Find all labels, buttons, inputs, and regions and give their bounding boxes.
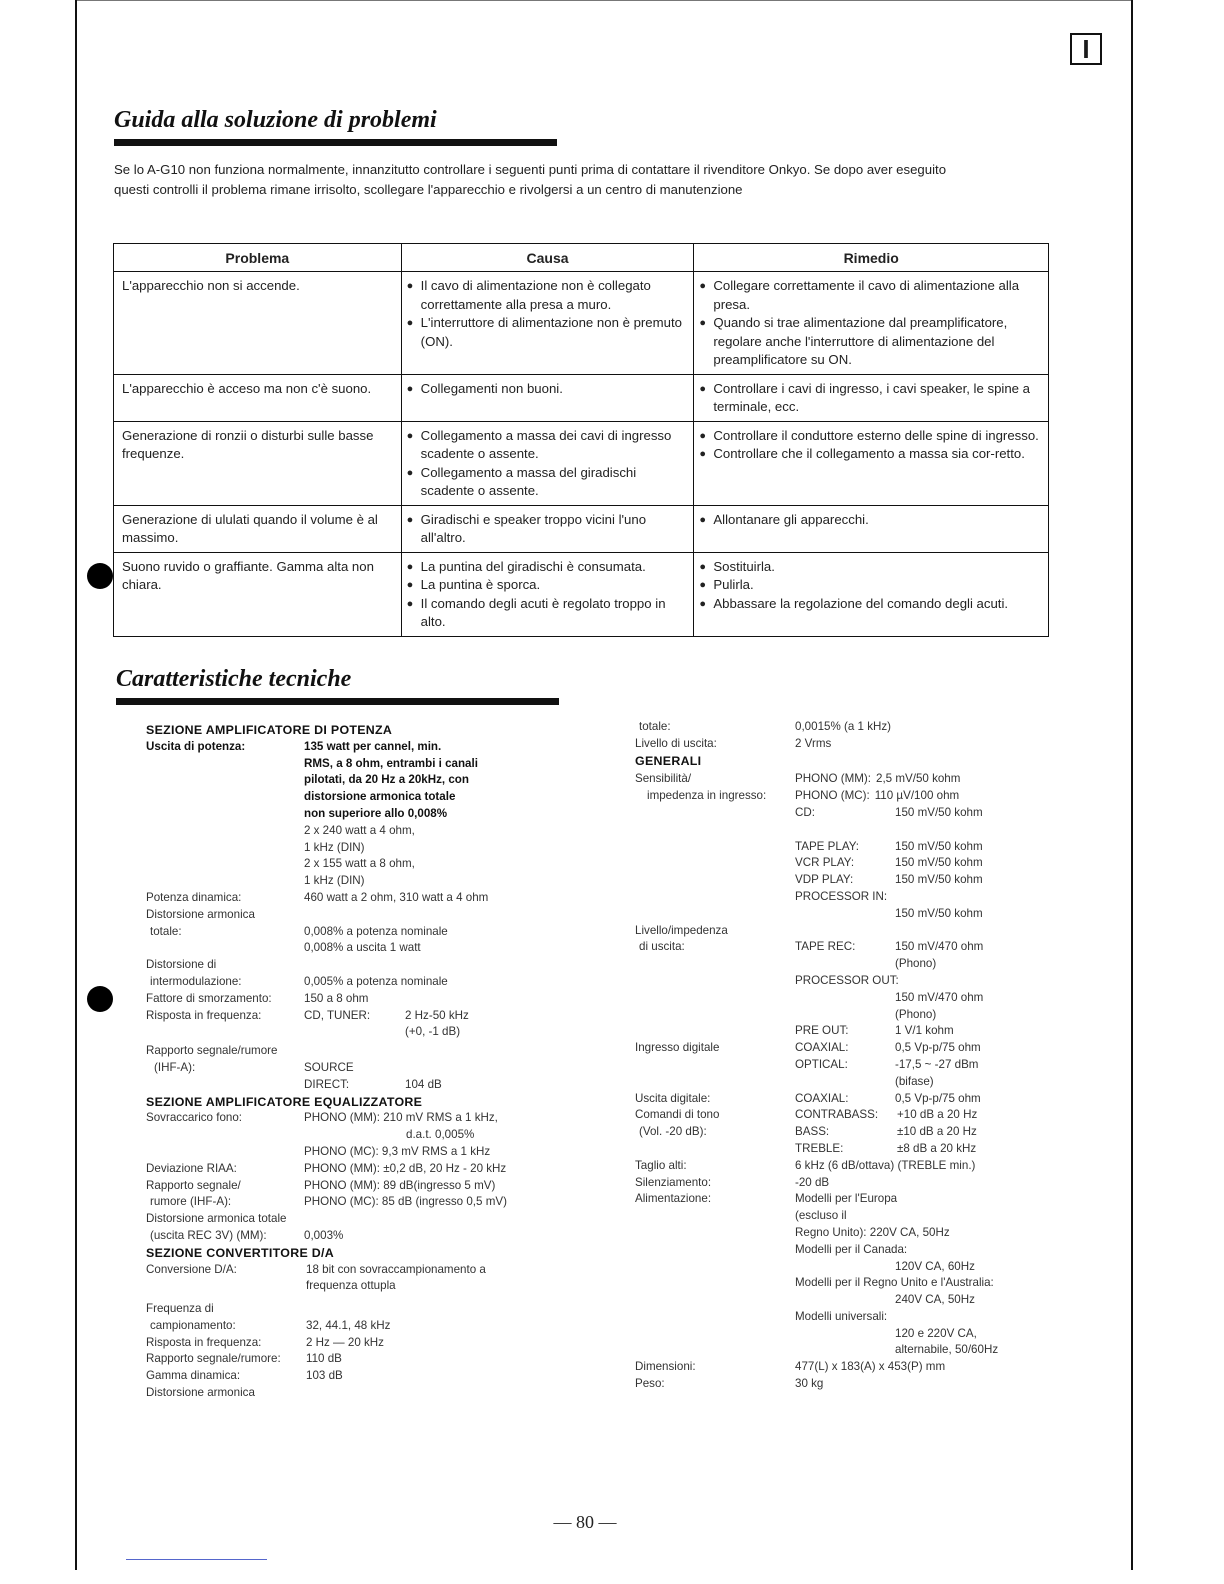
spec-row [146,1127,586,1144]
spec-value: 2,5 mV/50 kohm [876,772,961,786]
spec-row [635,771,1075,889]
bullet-item [699,558,1044,577]
page-border-right [1131,0,1133,1570]
spec-value-line: 1 kHz (DIN) [304,874,365,888]
spec-label: Gamma dinamica: [146,1369,241,1383]
dac-heading: SEZIONE CONVERTITORE D/A [146,1245,335,1260]
spec-row [146,1024,586,1041]
bullet-icon: ● [699,560,707,573]
spec-value: 2 Vrms [795,736,832,750]
spec-row [795,1124,977,1141]
bullet-item [699,427,1044,446]
spec-value: 0,5 Vp-p/75 ohm [895,1091,981,1105]
spec-label-line: (Vol. -20 dB): [639,1125,707,1139]
problem-cell: Generazione di ululati quando il volume è al massimo. [114,505,402,552]
punch-hole [87,563,113,589]
spec-row [146,940,586,957]
bullet-item [699,576,1044,595]
spec-row [635,889,1075,906]
spec-row [146,957,586,974]
spec-row [146,974,586,991]
spec-label-line: impedenza in ingresso: [647,789,767,803]
spec-row [635,990,1075,1007]
power-line: (escluso il [795,1209,847,1223]
spec-key: VCR PLAY: [795,856,855,870]
spec-value: 150 a 8 ohm [304,991,369,1005]
bullet-item [407,464,690,501]
spec-label: Peso: [635,1377,665,1391]
spec-label: Frequenza di [146,1302,214,1316]
intro-line: Se lo A-G10 non funziona normalmente, innanzitutto controllare i seguenti punti prima di contattare il rivenditore Onkyo. Se dopo aver eseguito [114,162,947,177]
bullet-text: Abbassare la regolazione del comando degli acuti. [713,595,1009,611]
spec-key: PHONO (MC): [795,789,870,803]
spec-label: Rapporto segnale/rumore [146,1044,278,1058]
spec-label: Distorsione di [146,958,217,972]
spec-row [146,1228,586,1245]
spec-value: +10 dB a 20 Hz [897,1108,978,1122]
bullet-item [407,558,690,577]
spec-row [795,872,983,889]
spec-key: CD, TUNER: [304,1008,371,1022]
spec-row [635,1191,1075,1359]
power-amp-heading: SEZIONE AMPLIFICATORE DI POTENZA [146,723,393,737]
specs-title: Caratteristiche tecniche [116,666,352,692]
spec-row [146,1194,586,1211]
spec-row [146,1144,586,1161]
spec-label: Silenziamento: [635,1175,712,1189]
spec-row [635,1376,1075,1393]
spec-label: Dimensioni: [635,1360,696,1374]
power-line: 240V CA, 50Hz [895,1293,975,1307]
spec-value: ±10 dB a 20 Hz [897,1125,977,1139]
bullet-icon: ● [406,560,414,573]
spec-row [146,739,586,890]
bullet-icon: ● [699,513,707,526]
table-row [114,374,1049,421]
spec-row [795,788,983,805]
spec-row [146,1301,586,1318]
spec-row [635,1007,1075,1024]
spec-label-line: Sensibilità/ [635,772,692,786]
header-remedy: Rimedio [694,244,1049,272]
spec-value: PHONO (MC): 9,3 mV RMS a 1 kHz [304,1144,491,1158]
power-line: Modelli per l'Europa [795,1192,898,1206]
spec-label: campionamento: [150,1318,236,1332]
spec-row [635,1158,1075,1175]
language-badge: I [1070,33,1102,65]
spec-label: totale: [639,720,671,733]
spec-key: COAXIAL: [795,1041,849,1055]
spec-label: Livello/impedenza [635,923,728,937]
spec-value: 150 mV/50 kohm [895,805,983,819]
spec-value: PHONO (MM): 210 mV RMS a 1 kHz, [304,1111,498,1125]
spec-row [635,1040,1075,1057]
spec-row [635,1023,1075,1040]
table-header-row [114,244,1049,272]
bullet-item [407,595,690,632]
spec-row [146,924,586,941]
spec-value: -17,5 ~ -27 dBm [895,1057,979,1071]
bullet-icon: ● [699,382,707,395]
spec-label: totale: [150,924,182,938]
spec-row [146,1368,586,1385]
troubleshooting-table [113,243,1049,637]
spec-row [146,1351,586,1368]
troubleshooting-intro [114,160,1054,199]
bullet-icon: ● [699,429,707,442]
spec-value: 1 V/1 kohm [895,1024,954,1038]
spec-value-line: 135 watt per cannel, min. [304,739,442,753]
bullet-text: Il comando degli acuti è regolato troppo in alto. [420,595,666,629]
spec-key: PRE OUT: [795,1024,849,1038]
troubleshooting-title: Guida alla soluzione di problemi [114,107,437,133]
spec-value-line: 2 x 240 watt a 4 ohm, [304,823,415,837]
spec-row [146,1008,586,1025]
spec-label: Rapporto segnale/rumore: [146,1352,281,1366]
spec-label: intermodulazione: [150,974,242,988]
table-row [114,272,1049,375]
spec-row [635,1057,1075,1074]
spec-value: 0,008% a uscita 1 watt [304,941,421,955]
bullet-text: Sostituirla. [713,558,775,574]
bullet-item [407,314,690,351]
spec-row [795,1141,977,1158]
cause-cell [401,421,694,505]
spec-row [635,1359,1075,1376]
spec-row [795,805,983,822]
spec-label: Uscita di potenza: [146,739,246,753]
spec-value: 0,0015% (a 1 kHz) [795,720,892,733]
spec-value: 150 mV/470 ohm [895,990,984,1004]
spec-value: 0,003% [304,1228,344,1242]
spec-label [635,771,795,889]
spec-row [795,1107,977,1124]
power-supply-list [795,1191,998,1359]
bullet-text: La puntina del giradischi è consumata. [420,558,646,574]
bullet-icon: ● [406,317,414,329]
spec-row [635,923,1075,940]
spec-value: frequenza ottupla [306,1279,396,1293]
bullet-item [407,277,690,314]
spec-label: Livello di uscita: [635,736,717,750]
bullet-text: Controllare che il collegamento a massa sia cor-retto. [713,446,1025,461]
spec-row [635,906,1075,923]
spec-label: Potenza dinamica: [146,890,242,904]
spec-value: 150 mV/50 kohm [895,906,983,920]
spec-value: (Phono) [895,957,937,971]
spec-label: Distorsione armonica totale [146,1212,287,1226]
cause-cell [401,552,694,636]
spec-key: TREBLE: [795,1141,844,1155]
spec-value-line: pilotati, da 20 Hz a 20kHz, con [304,773,469,787]
spec-value-line: 2 x 155 watt a 8 ohm, [304,857,415,871]
spec-label: Conversione D/A: [146,1262,237,1276]
cause-cell [401,374,694,421]
spec-value-line: 1 kHz (DIN) [304,840,365,854]
spec-value: PHONO (MM): ±0,2 dB, 20 Hz - 20 kHz [304,1161,507,1175]
spec-value: SOURCE [304,1060,354,1074]
spec-value: 103 dB [306,1369,343,1383]
intro-line: questi controlli il problema rimane irrisolto, scollegare l'apparecchio e rivolgersi a un centro di manutenzione [114,181,743,197]
bullet-icon: ● [699,597,707,610]
spec-row [146,1110,586,1127]
problem-cell: Generazione di ronzii o disturbi sulle basse frequenze. [114,421,402,505]
page-border-top [75,0,1133,1]
spec-row [635,736,1075,753]
spec-label: Fattore di smorzamento: [146,991,272,1005]
spec-label: di uscita: [639,940,685,954]
spec-row [635,1107,1075,1157]
spec-row [146,1043,586,1060]
spec-row [635,719,1075,736]
spec-value: 0,5 Vp-p/75 ohm [895,1041,981,1055]
tone-control-list [795,1107,977,1157]
spec-value: -20 dB [795,1175,830,1189]
eq-amp-heading: SEZIONE AMPLIFICATORE EQUALIZZATORE [146,1094,423,1109]
page-border-left [75,0,77,1570]
spec-value: 2 Hz — 20 kHz [306,1335,384,1349]
spec-key: VDP PLAY: [795,873,854,887]
problem-cell: L'apparecchio è acceso ma non c'è suono. [114,374,402,421]
power-line: Modelli per il Canada: [795,1242,908,1256]
spec-value: 150 mV/50 kohm [895,873,983,887]
table-row [114,421,1049,505]
spec-row [146,1278,586,1295]
remedy-cell [694,374,1049,421]
spec-value: 30 kg [795,1377,824,1391]
bullet-item [407,427,690,464]
page-number: — 80 — [553,1512,617,1532]
bullet-item [407,380,690,399]
spec-row [635,973,1075,990]
spec-row [146,1077,586,1094]
spec-label: Risposta in frequenza: [146,1008,262,1022]
bullet-icon: ● [406,597,414,610]
spec-label: Ingresso digitale [635,1041,720,1055]
bullet-text: Giradischi e speaker troppo vicini l'uno all'altro. [420,511,647,545]
spec-row [146,1060,586,1077]
spec-value: 6 kHz (6 dB/ottava) (TREBLE min.) [795,1158,976,1172]
spec-label: rumore (IHF-A): [150,1195,232,1209]
spec-row [146,1211,586,1228]
bullet-icon: ● [406,513,414,526]
spec-label: Risposta in frequenza: [146,1335,262,1349]
specs-left-column [146,722,586,1402]
cause-cell [401,505,694,552]
spec-value [304,739,478,890]
bullet-text: Collegamento a massa dei cavi di ingresso scadente o assente. [420,427,672,461]
spec-value: 150 mV/470 ohm [895,940,984,954]
spec-value: 460 watt a 2 ohm, 310 watt a 4 ohm [304,890,489,904]
spec-value: 110 dB [306,1352,342,1366]
spec-key: PROCESSOR OUT: [795,973,899,987]
bullet-icon: ● [406,280,414,292]
spec-row [635,1074,1075,1091]
spec-key: TAPE REC: [795,940,856,954]
bullet-text: La puntina è sporca. [420,577,541,592]
spec-row [635,956,1075,973]
power-line: Regno Unito): 220V CA, 50Hz [795,1225,950,1239]
bullet-text: Quando si trae alimentazione dal preamplificatore, regolare anche l'interruttore di alimentazione del preamplificatore su ON. [713,315,1008,367]
spec-row [146,1385,586,1402]
spec-row [146,1178,586,1195]
power-line: alternabile, 50/60Hz [895,1343,999,1357]
troubleshooting-title-bar [114,139,557,146]
spec-label: Taglio alti: [635,1158,687,1172]
bullet-text: L'interruttore di alimentazione non è premuto (ON). [420,315,682,349]
bullet-item [699,445,1044,464]
bullet-item [699,595,1044,614]
spec-row [635,939,1075,956]
spec-row [146,907,586,924]
bullet-icon: ● [406,579,414,591]
spec-value: (bifase) [895,1074,934,1088]
spec-value: 0,005% a potenza nominale [304,974,448,988]
spec-label: Sovraccarico fono: [146,1111,243,1125]
spec-label: (uscita REC 3V) (MM): [150,1228,267,1242]
bullet-text: Collegamenti non buoni. [420,380,563,396]
spec-row [635,1175,1075,1192]
general-heading: GENERALI [635,753,702,768]
spec-value: 0,008% a potenza nominale [304,924,448,938]
spec-value-line: distorsione armonica totale [304,790,456,804]
spec-label: Uscita digitale: [635,1091,711,1105]
spec-value: 150 mV/50 kohm [895,856,983,870]
spec-key: CD: [795,805,815,819]
spec-row [795,855,983,872]
bullet-text: Pulirla. [713,577,754,592]
spec-label: Rapporto segnale/ [146,1178,241,1192]
bullet-text: Controllare il conduttore esterno delle spine di ingresso. [713,427,1039,443]
spec-value-line: non superiore allo 0,008% [304,806,448,820]
spec-key: BASS: [795,1125,830,1139]
table-row [114,552,1049,636]
bullet-item [699,380,1044,417]
spec-row [146,890,586,907]
table-row [114,505,1049,552]
bullet-icon: ● [406,429,414,442]
bullet-text: Controllare i cavi di ingresso, i cavi speaker, le spine a terminale, ecc. [713,380,1031,414]
power-line: 120 e 220V CA, [895,1326,977,1340]
remedy-cell [694,505,1049,552]
spec-label: (IHF-A): [154,1060,196,1074]
scan-artifact-line [126,1559,267,1560]
input-sensitivity-list [795,771,983,889]
spec-key: TAPE PLAY: [795,839,860,853]
power-line: Modelli per il Regno Unito e l'Australia: [795,1276,994,1290]
spec-key: PROCESSOR IN: [795,889,888,903]
cause-cell [401,272,694,375]
spec-value: d.a.t. 0,005% [406,1128,475,1142]
bullet-icon: ● [406,382,414,395]
problem-cell: L'apparecchio non si accende. [114,272,402,375]
spec-row [146,1161,586,1178]
bullet-text: Allontanare gli apparecchi. [713,511,869,527]
bullet-icon: ● [699,280,707,292]
spec-value: ±8 dB a 20 kHz [897,1141,977,1155]
header-cause: Causa [401,244,694,272]
spec-value: (Phono) [895,1007,937,1021]
spec-row [635,1091,1075,1108]
spec-value: (+0, -1 dB) [405,1025,461,1039]
spec-label [635,1107,795,1157]
spec-value: 110 µV/100 ohm [874,789,960,803]
spec-label-line: Comandi di tono [635,1108,720,1122]
bullet-icon: ● [406,466,414,479]
spec-value: 2 Hz-50 kHz [405,1008,469,1022]
spec-value: PHONO (MM): 89 dB(ingresso 5 mV) [304,1178,496,1192]
bullet-icon: ● [699,579,707,591]
power-line: 120V CA, 60Hz [895,1259,975,1273]
spec-key: DIRECT: [304,1077,350,1091]
spec-key: PHONO (MM): [795,772,871,786]
header-problem: Problema [114,244,402,272]
spec-value: 104 dB [405,1077,442,1091]
spec-value: PHONO (MC): 85 dB (ingresso 0,5 mV) [304,1195,507,1209]
spec-key: OPTICAL: [795,1057,848,1071]
bullet-text: Collegare correttamente il cavo di alimentazione alla presa. [713,278,1020,312]
remedy-cell [694,421,1049,505]
spec-value-line: RMS, a 8 ohm, entrambi i canali [304,756,478,770]
spec-value: 18 bit con sovraccampionamento a [306,1262,486,1276]
problem-cell: Suono ruvido o graffiante. Gamma alta non chiara. [114,552,402,636]
bullet-item [699,314,1044,370]
power-line: Modelli universali: [795,1309,888,1323]
specs-title-bar [116,698,559,705]
spec-value: 150 mV/50 kohm [895,839,983,853]
spec-row [146,1262,586,1279]
spec-row [146,1318,586,1335]
spec-label: Alimentazione: [635,1192,712,1206]
spec-label: Distorsione armonica [146,1386,255,1400]
punch-hole [87,986,113,1012]
remedy-cell [694,272,1049,375]
bullet-icon: ● [699,448,707,460]
spec-row [795,771,983,788]
bullet-item [699,277,1044,314]
spec-label: Distorsione armonica [146,907,255,921]
bullet-item [699,511,1044,530]
specs-right-column [635,719,1075,1393]
bullet-item [407,576,690,595]
spec-value: 32, 44.1, 48 kHz [306,1318,391,1332]
bullet-item [407,511,690,548]
bullet-text: Il cavo di alimentazione non è collegato correttamente alla presa a muro. [420,278,651,312]
spec-key: COAXIAL: [795,1091,849,1105]
bullet-text: Collegamento a massa del giradischi scadente o assente. [420,464,637,498]
spec-value: 477(L) x 183(A) x 453(P) mm [795,1360,946,1374]
spec-row [146,1335,586,1352]
spec-key: CONTRABASS: [795,1108,879,1122]
spec-row [795,839,983,856]
spec-row [146,991,586,1008]
bullet-icon: ● [699,317,707,329]
remedy-cell [694,552,1049,636]
spec-label: Deviazione RIAA: [146,1161,237,1175]
